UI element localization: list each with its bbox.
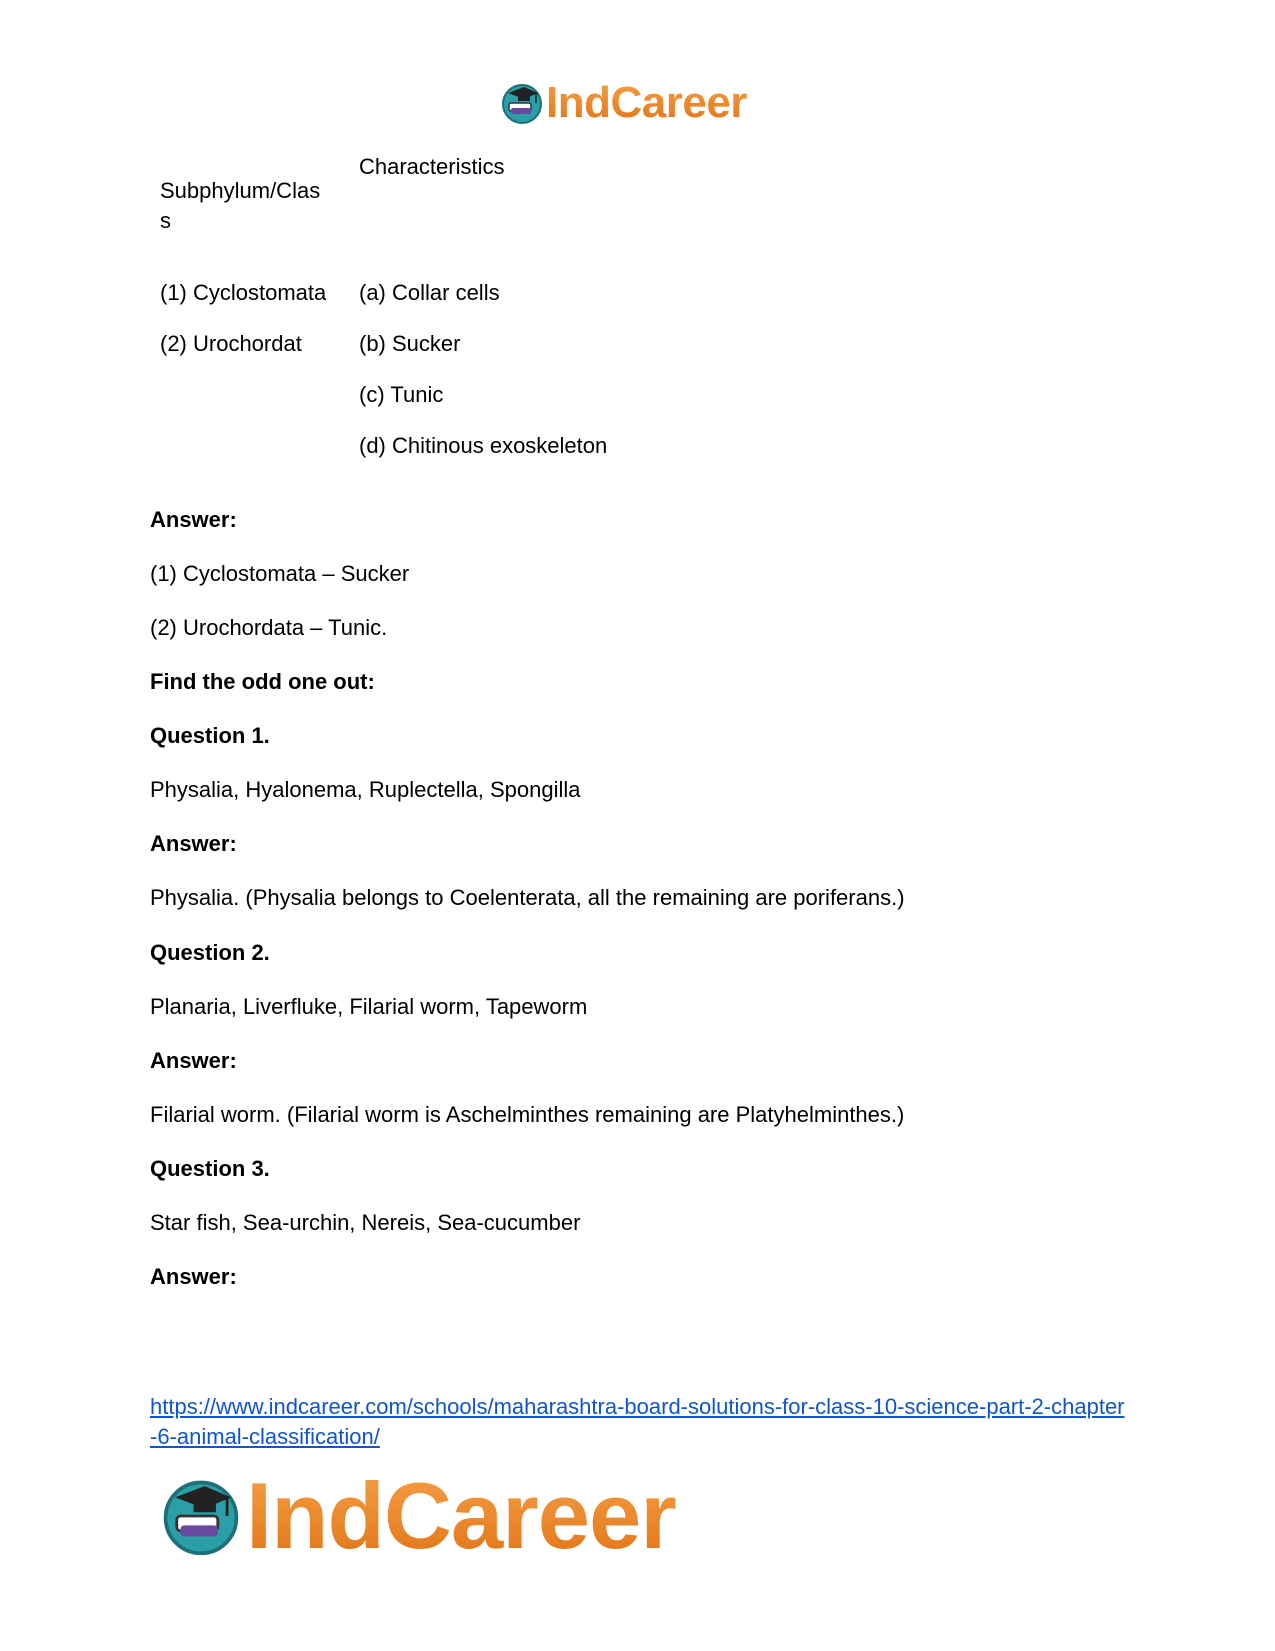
table-cell-subphylum: (2) Urochordat <box>160 331 302 356</box>
question-heading: Question 3. <box>150 1156 270 1181</box>
question-text: Planaria, Liverfluke, Filarial worm, Tapeworm <box>150 994 588 1019</box>
graduation-book-icon <box>160 1475 242 1557</box>
header-logo <box>500 78 747 128</box>
source-link[interactable]: https://www.indcareer.com/schools/maharashtra-board-solutions-for-class-10-science-part-2-chapter-6-animal-classification/ <box>150 1394 1125 1449</box>
table-header-subphylum: Subphylum/Clas s <box>160 178 321 233</box>
answer-heading: Answer: <box>150 831 237 856</box>
question-heading: Question 2. <box>150 940 270 965</box>
table-cell-characteristic: (a) Collar cells <box>359 280 500 305</box>
logo-wordmark: IndCareer <box>246 1463 676 1568</box>
table-cell-characteristic: (b) Sucker <box>359 331 461 356</box>
answer-text: Physalia. (Physalia belongs to Coelenterata, all the remaining are poriferans.) <box>150 885 905 910</box>
footer-logo <box>160 1462 676 1570</box>
table-cell-characteristic: (c) Tunic <box>359 382 444 407</box>
table-cell-subphylum: (1) Cyclostomata <box>160 280 327 305</box>
answer-heading: Answer: <box>150 507 237 532</box>
answer-text: (2) Urochordata – Tunic. <box>150 615 388 640</box>
logo-wordmark: IndCareer <box>546 78 747 127</box>
table-cell-characteristic: (d) Chitinous exoskeleton <box>359 433 608 458</box>
section-heading: Find the odd one out: <box>150 669 375 694</box>
answer-heading: Answer: <box>150 1264 237 1289</box>
graduation-book-icon <box>500 81 544 125</box>
answer-text: Filarial worm. (Filarial worm is Aschelminthes remaining are Platyhelminthes.) <box>150 1102 905 1127</box>
question-heading: Question 1. <box>150 723 270 748</box>
answer-heading: Answer: <box>150 1048 237 1073</box>
question-text: Physalia, Hyalonema, Ruplectella, Spongilla <box>150 777 581 802</box>
table-header-characteristics: Characteristics <box>359 154 505 179</box>
answer-text: (1) Cyclostomata – Sucker <box>150 561 410 586</box>
question-text: Star fish, Sea-urchin, Nereis, Sea-cucumber <box>150 1210 581 1235</box>
